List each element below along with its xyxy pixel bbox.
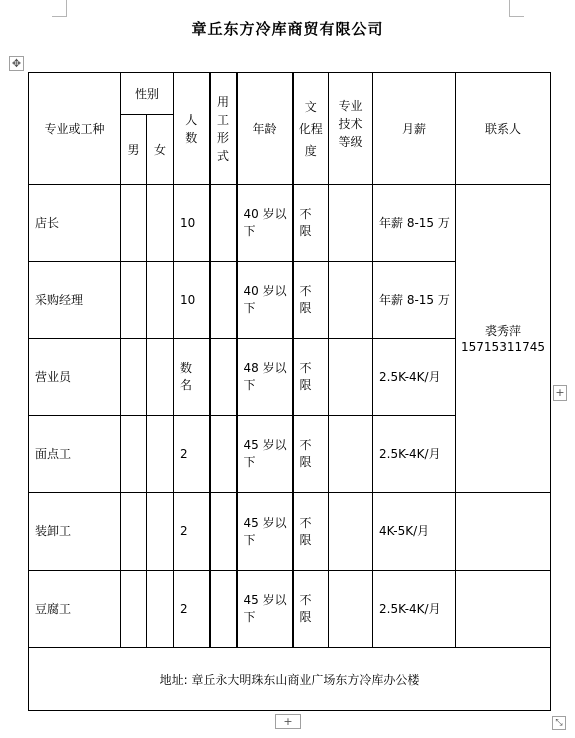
row-age — [237, 493, 293, 571]
row-position: 采购经理 — [29, 262, 121, 339]
row-age-line-1: 45 岁以 — [243, 593, 287, 607]
table-move-handle-icon[interactable]: ✥ — [9, 56, 24, 71]
row-education — [293, 185, 329, 262]
row-skill-level — [329, 493, 373, 571]
table-row — [29, 185, 551, 262]
row-age-line-2: 下 — [243, 610, 256, 624]
row-count-line-1: 2 — [180, 446, 188, 461]
row-position: 店长 — [29, 185, 121, 262]
header-gender: 性别 — [121, 73, 174, 115]
contact-empty-cell — [456, 571, 551, 648]
address-text: 地址: 章丘永大明珠东山商业广场东方冷库办公楼 — [29, 648, 551, 711]
contact-person-name: 裘秀萍 — [485, 323, 522, 338]
header-skill-line-3: 等级 — [338, 135, 363, 149]
row-age-line-2: 下 — [243, 455, 256, 469]
row-count — [174, 339, 210, 416]
table-row — [29, 493, 551, 571]
row-male — [121, 571, 147, 648]
row-education-line-2: 限 — [299, 455, 312, 469]
row-female — [147, 416, 174, 493]
table-resize-handle-icon[interactable]: ⤡ — [552, 716, 566, 730]
row-employment-type — [210, 571, 237, 648]
row-education-line-2: 限 — [299, 301, 312, 315]
row-count — [174, 262, 210, 339]
row-age-line-2: 下 — [243, 378, 256, 392]
row-education — [293, 571, 329, 648]
row-salary: 2.5K-4K/月 — [373, 571, 456, 648]
row-count-line-1: 2 — [180, 601, 188, 616]
row-skill-level — [329, 185, 373, 262]
contact-person-phone: 15715311745 — [461, 339, 545, 354]
add-row-button[interactable]: + — [275, 714, 301, 729]
row-employment-type — [210, 493, 237, 571]
header-position: 专业或工种 — [29, 73, 121, 185]
header-education-line-1: 文 — [304, 99, 317, 114]
row-female — [147, 185, 174, 262]
header-skill-line-2: 技术 — [338, 117, 363, 131]
row-education — [293, 262, 329, 339]
row-female — [147, 262, 174, 339]
row-age-line-1: 45 岁以 — [243, 515, 287, 530]
header-skill-line-1: 专业 — [338, 99, 363, 113]
row-employment-type — [210, 416, 237, 493]
row-count-line-1: 2 — [180, 524, 188, 538]
row-skill-level — [329, 571, 373, 648]
contact-empty-cell — [456, 493, 551, 571]
row-age — [237, 416, 293, 493]
row-salary: 2.5K-4K/月 — [373, 339, 456, 416]
row-age — [237, 339, 293, 416]
row-education — [293, 339, 329, 416]
add-column-button[interactable]: + — [553, 385, 567, 401]
row-education-line-2: 限 — [299, 224, 312, 238]
row-count-line-1: 10 — [180, 215, 196, 230]
row-salary: 年薪 8-15 万 — [373, 185, 456, 262]
row-employment-type — [210, 262, 237, 339]
row-age-line-1: 40 岁以 — [243, 207, 287, 221]
row-education-line-2: 限 — [299, 610, 312, 624]
page-corner-mark-top-left — [52, 0, 67, 17]
row-male — [121, 493, 147, 571]
row-education-line-1: 不 — [299, 515, 312, 530]
row-count — [174, 493, 210, 571]
header-skill-level — [329, 73, 373, 185]
row-count-line-2: 名 — [180, 378, 193, 392]
row-education-line-1: 不 — [299, 361, 312, 375]
row-female — [147, 493, 174, 571]
row-position: 装卸工 — [29, 493, 121, 571]
row-education-line-1: 不 — [299, 284, 312, 298]
row-employment-type — [210, 185, 237, 262]
row-position: 营业员 — [29, 339, 121, 416]
header-employment-type — [210, 73, 237, 185]
row-age-line-2: 下 — [243, 224, 256, 238]
row-male — [121, 416, 147, 493]
header-age: 年龄 — [237, 73, 293, 185]
header-education — [293, 73, 329, 185]
row-female — [147, 339, 174, 416]
row-female — [147, 571, 174, 648]
row-education — [293, 493, 329, 571]
row-skill-level — [329, 339, 373, 416]
header-count-line-1: 人 — [185, 112, 198, 127]
contact-person-cell — [456, 185, 551, 493]
row-age-line-1: 48 岁以 — [243, 361, 287, 375]
row-employment-type — [210, 339, 237, 416]
header-row-1 — [29, 73, 551, 115]
row-age — [237, 262, 293, 339]
header-education-line-3: 度 — [304, 143, 317, 158]
row-age — [237, 185, 293, 262]
header-employment-line-4: 式 — [217, 148, 230, 163]
header-count — [174, 73, 210, 185]
address-row — [29, 648, 551, 711]
row-education-line-1: 不 — [299, 207, 312, 221]
row-count — [174, 416, 210, 493]
row-age-line-2: 下 — [243, 301, 256, 315]
row-age-line-1: 45 岁以 — [243, 438, 287, 452]
row-male — [121, 262, 147, 339]
row-education-line-2: 限 — [299, 378, 312, 392]
document-title: 章丘东方冷库商贸有限公司 — [191, 20, 384, 38]
row-count — [174, 571, 210, 648]
row-count-line-1: 数 — [180, 361, 193, 375]
row-education-line-2: 限 — [299, 532, 312, 547]
row-age-line-1: 40 岁以 — [243, 284, 287, 298]
header-female: 女 — [147, 115, 174, 185]
row-salary: 年薪 8-15 万 — [373, 262, 456, 339]
row-salary: 4K-5K/月 — [373, 493, 456, 571]
header-contact: 联系人 — [456, 73, 551, 185]
table-row — [29, 571, 551, 648]
page-corner-mark-top-right — [509, 0, 524, 17]
row-position: 面点工 — [29, 416, 121, 493]
row-male — [121, 185, 147, 262]
recruitment-table — [28, 72, 551, 711]
header-employment-line-2: 工 — [217, 112, 230, 127]
row-education — [293, 416, 329, 493]
header-education-line-2: 化程 — [298, 121, 323, 136]
header-count-line-2: 数 — [185, 130, 198, 145]
header-employment-line-1: 用 — [217, 94, 230, 109]
row-education-line-1: 不 — [299, 438, 312, 452]
row-education-line-1: 不 — [299, 593, 312, 607]
header-employment-line-3: 形 — [217, 130, 230, 145]
row-age-line-2: 下 — [243, 532, 256, 547]
row-skill-level — [329, 416, 373, 493]
row-salary: 2.5K-4K/月 — [373, 416, 456, 493]
row-position: 豆腐工 — [29, 571, 121, 648]
header-salary: 月薪 — [373, 73, 456, 185]
row-count — [174, 185, 210, 262]
row-skill-level — [329, 262, 373, 339]
row-age — [237, 571, 293, 648]
row-male — [121, 339, 147, 416]
header-male: 男 — [121, 115, 147, 185]
row-count-line-1: 10 — [180, 292, 196, 307]
